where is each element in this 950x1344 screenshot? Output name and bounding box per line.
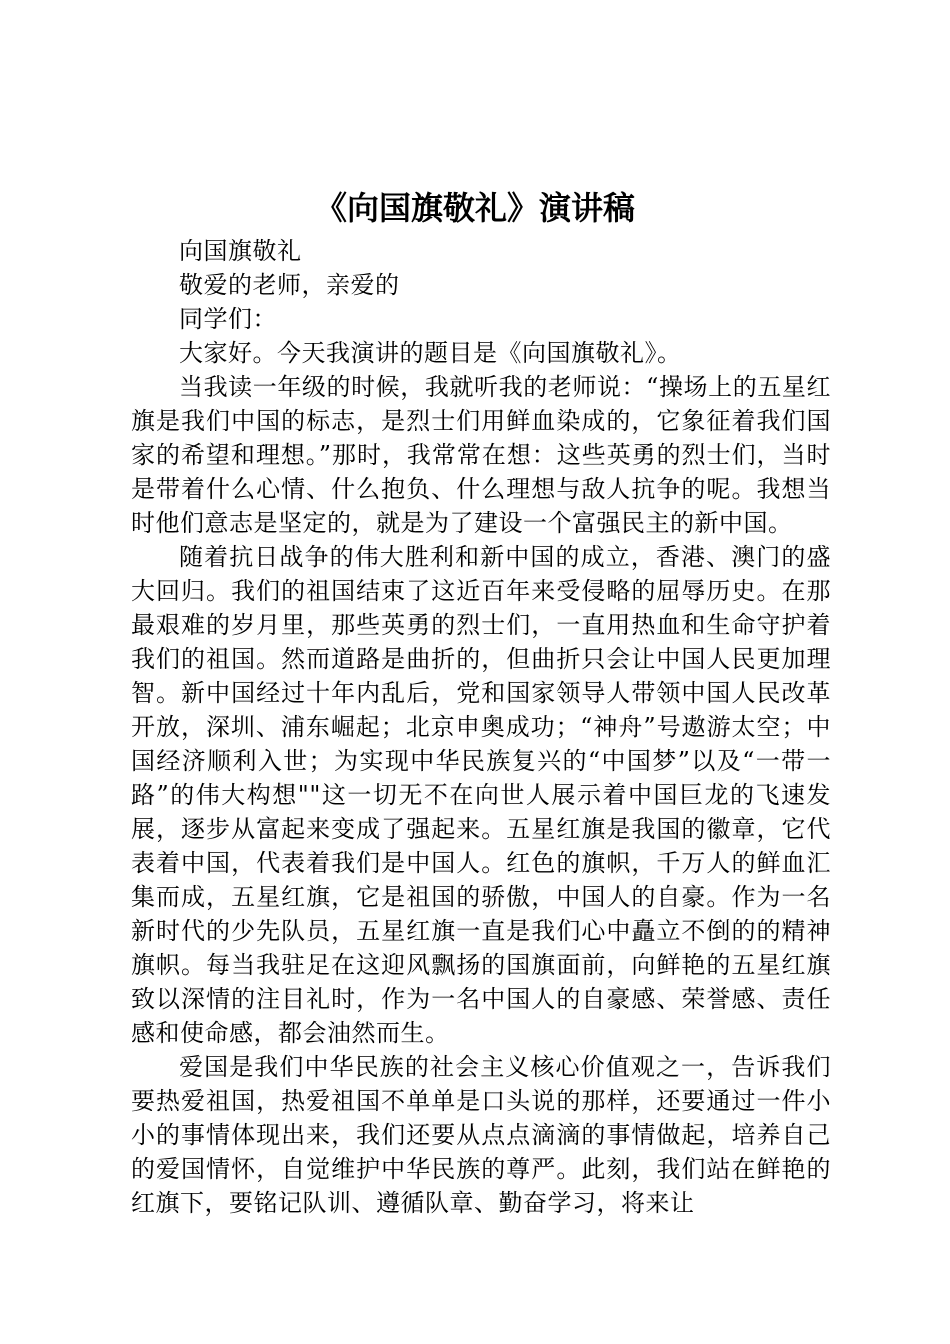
salutation-line: 敬爱的老师，亲爱的 xyxy=(179,271,400,299)
document-title: 《向国旗敬礼》演讲稿 xyxy=(314,189,635,227)
document-body xyxy=(131,234,831,1220)
body-paragraph: 随着抗日战争的伟大胜利和新中国的成立，香港、澳门的盛大回归。我们的祖国结束了这近百年来受侵略的屈辱历史。在那最艰难的岁月里，那些英勇的烈士们，一直用热血和生命守护着我们的祖国。然而道路是曲折的，但曲折只会让中国人民更加理智。新中国经过十年内乱后，党和国家领导人带领中国人民改革开放，深圳、浦东崛起；北京申奥成功；“神舟”号遨游太空；中国经济顺利入世；为实现中华民族复兴的“中国梦”以及“一带一路”的伟大构想""这一切无不在向世人展示着中国巨龙的飞速发展，逐步从富起来变成了强起来。五星红旗是我国的徽章，它代表着中国，代表着我们是中国人。红色的旗帜，千万人的鲜血汇集而成，五星红旗，它是祖国的骄傲，中国人的自豪。作为一名新时代的少先队员，五星红旗一直是我们心中矗立不倒的的精神旗帜。每当我驻足在这迎风飘扬的国旗面前，向鲜艳的五星红旗致以深情的注目礼时，作为一名中国人的自豪感、荣誉感、责任感和使命感，都会油然而生。 xyxy=(131,543,831,1047)
opening-paragraph: 大家好。今天我演讲的题目是《向国旗敬礼》。 xyxy=(179,339,682,367)
salutation-line: 同学们： xyxy=(179,305,277,333)
salutation-heading: 向国旗敬礼 xyxy=(179,237,302,265)
body-paragraph: 爱国是我们中华民族的社会主义核心价值观之一，告诉我们要热爱祖国，热爱祖国不单单是口头说的那样，还要通过一件小小的事情体现出来，我们还要从点点滴滴的事情做起，培养自己的爱国情怀，自觉维护中华民族的尊严。此刻，我们站在鲜艳的红旗下，要铭记队训、遵循队章、勤奋学习，将来让 xyxy=(131,1053,831,1217)
body-paragraph: 当我读一年级的时候，我就听我的老师说：“操场上的五星红旗是我们中国的标志，是烈士们用鲜血染成的，它象征着我们国家的希望和理想。”那时，我常常在想：这些英勇的烈士们，当时是带着什么心情、什么抱负、什么理想与敌人抗争的呢。我想当时他们意志是坚定的，就是为了建设一个富强民主的新中国。 xyxy=(131,373,831,537)
